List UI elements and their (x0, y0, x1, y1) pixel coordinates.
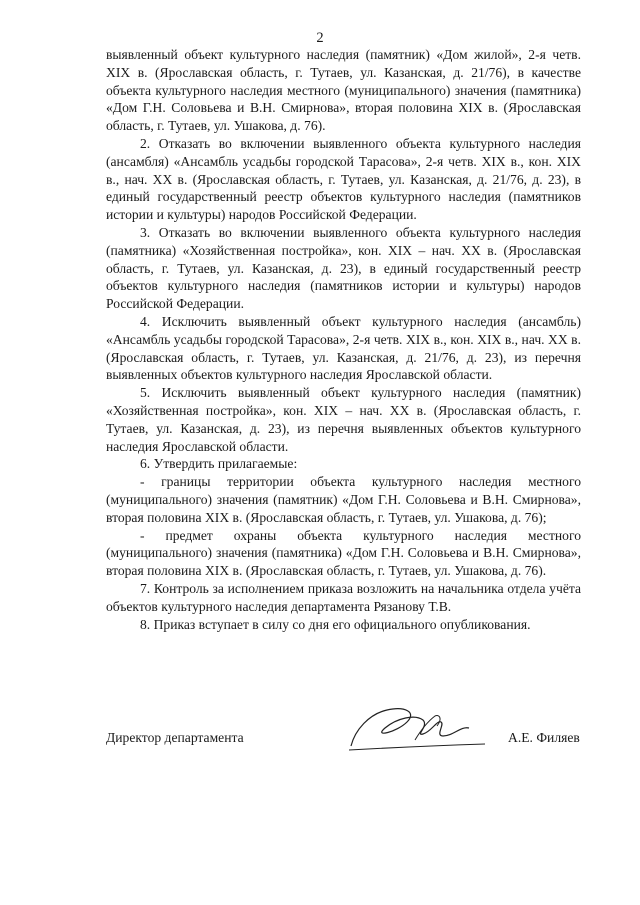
handwritten-signature (345, 700, 495, 758)
signature-block (0, 700, 640, 770)
paragraph-continuation: выявленный объект культурного наследия (памятник) «Дом жилой», 2-я четв. XIX в. (Ярославская область, г. Тутаев, ул. Казанская, д. 21/76), в качестве объекта культурного наследия местного (муниципального) значения (памятника) «Дом Г.Н. Соловьева и В.Н. Смирнова», вторая половина XIX в. (Ярославская область, г. Тутаев, ул. Ушакова, д. 76). (106, 47, 581, 134)
signer-name: А.Е. Филяев (508, 730, 580, 745)
signer-title: Директор департамента (106, 730, 244, 745)
page-number: 2 (316, 30, 324, 46)
paragraph-2: 2. Отказать во включении выявленного объекта культурного наследия (ансамбля) «Ансамбль усадьбы городской Тарасова», 2-я четв. XIX в., кон. XIX в., нач. XX в. (Ярославская область, г. Тутаев, ул. Казанская, д. 21/76, д. 23), в единый государственный реестр объектов культурного наследия (памятников истории и культуры) народов Российской Федерации. (106, 135, 581, 223)
document-body (106, 46, 581, 633)
paragraph-5: 5. Исключить выявленный объект культурного наследия (памятник) «Хозяйственная постройка», кон. XIX – нач. XX в. (Ярославская область, г. Тутаев, ул. Казанская, д. 23), из перечня выявленных объектов культурного наследия Ярославской области. (106, 385, 581, 454)
paragraph-8: 8. Приказ вступает в силу со дня его официального опубликования. (140, 616, 531, 632)
paragraph-6: 6. Утвердить прилагаемые: (140, 456, 298, 472)
paragraph-6-item-protection: - предмет охраны объекта культурного наследия местного (муниципального) значения (памятника) «Дом Г.Н. Соловьева и В.Н. Смирнова», вторая половина XIX в. (Ярославская область, г. Тутаев, ул. Ушакова, д. 76). (106, 527, 581, 579)
paragraph-6-item-boundaries: - границы территории объекта культурного наследия местного (муниципального) значения (памятник) «Дом Г.Н. Соловьева и В.Н. Смирнова», вторая половина XIX в. (Ярославская область, г. Тутаев, ул. Ушакова, д. 76); (106, 474, 581, 525)
paragraph-4: 4. Исключить выявленный объект культурного наследия (ансамбль) «Ансамбль усадьбы городской Тарасова», 2-я четв. XIX в., кон. XIX в., нач. XX в. (Ярославская область, г. Тутаев, ул. Казанская, д. 21/76, д. 23), из перечня выявленных объектов культурного наследия Ярославской области. (106, 313, 581, 383)
paragraph-7: 7. Контроль за исполнением приказа возложить на начальника отдела учёта объектов культурного наследия департамента Рязанову Т.В. (106, 580, 581, 614)
paragraph-3: 3. Отказать во включении выявленного объекта культурного наследия (памятника) «Хозяйственная постройка», кон. XIX – нач. XX в. (Ярославская область, г. Тутаев, ул. Казанская, д. 23), в единый государственный реестр объектов культурного наследия (памятников истории и культуры) народов Российской Федерации. (106, 224, 581, 312)
